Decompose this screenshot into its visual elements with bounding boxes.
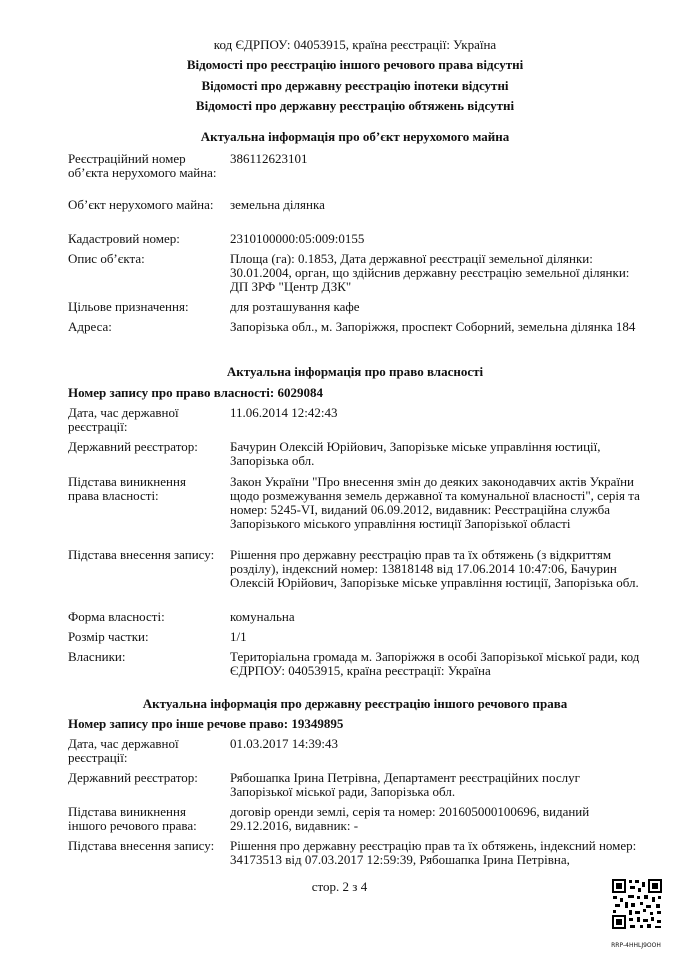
row-label: Власники: [68,649,126,664]
other-right-record-number: Номер запису про інше речове право: 19349895 [68,716,344,731]
row-value: Рябошапка Ірина Петрівна, Департамент реєстраційних послуг Запорізької міської ради, Запорізька обл. [230,770,580,799]
no-other-right-notice: Відомості про реєстрацію іншого речового права відсутні [186,57,524,72]
row-label: Державний реєстратор: [68,770,198,785]
row-value: Рішення про державну реєстрацію прав та їх обтяжень (з відкриттям розділу), індексний номер: 13818148 від 17.06.2014 10:47:06, Бачурин Олексій Юрійович, Запорізьке міське управління юстиції, Запорізька обл. [230,547,639,590]
row-value: Територіальна громада м. Запоріжжя в особі Запорізької міської ради, код ЄДРПОУ: 04053915, країна реєстрації: Україна [230,649,640,678]
row-label: Опис об’єкта: [68,251,145,266]
row-label: Підстава внесення запису: [68,547,215,562]
row-label: Реєстраційний номер об’єкта нерухомого майна: [68,151,217,180]
qr-code-icon [611,878,663,930]
row-label: Цільове призначення: [68,299,189,314]
edrpou-line: код ЄДРПОУ: 04053915, країна реєстрації: Україна [213,37,497,52]
row-label: Підстава внесення запису: [68,838,215,853]
row-value: Площа (га): 0.1853, Дата державної реєстрації земельної ділянки: 30.01.2004, орган, що здійснив державну реєстрацію земельної ділянки: ДП ЗРФ "Центр ДЗК" [230,251,630,294]
row-value: Бачурин Олексій Юрійович, Запорізьке міське управління юстиції, Запорізька обл. [230,439,601,468]
row-label: Підстава виникнення іншого речового права: [68,804,197,833]
row-label: Кадастровий номер: [68,231,180,246]
no-encumbrance-notice: Відомості про державну реєстрацію обтяжень відсутні [195,98,515,113]
row-value: Закон України "Про внесення змін до деяких законодавчих актів України щодо розмежування земель державної та комунальної власності", серія та номер: 5245-VI, виданий 06.09.2012, видавник: Реєстраційна служба Запорізького міського управління юстиції Запорізької області [230,474,640,531]
row-value: Рішення про державну реєстрацію прав та їх обтяжень, індексний номер: 34173513 від 07.03.2017 12:59:39, Рябошапка Ірина Петрівна, [230,838,637,867]
row-label: Дата, час державної реєстрації: [68,405,179,434]
row-value: 11.06.2014 12:42:43 [230,405,338,420]
row-value: 1/1 [230,629,247,644]
row-value: Запорізька обл., м. Запоріжжя, проспект Соборний, земельна ділянка 184 [230,319,636,334]
row-value: 01.03.2017 14:39:43 [230,736,338,751]
row-label: Дата, час державної реєстрації: [68,736,179,765]
row-value: 2310100000:05:009:0155 [230,231,365,246]
qr-code-caption: RRP-4HHLJ9OOH [611,942,661,949]
row-label: Об’єкт нерухомого майна: [68,197,214,212]
row-value: 386112623101 [230,151,308,166]
object-section-title: Актуальна інформація про об’єкт нерухомого майна [200,129,510,144]
row-value: договір оренди землі, серія та номер: 201605000100696, виданий 29.12.2016, видавник: - [230,804,590,833]
row-value: земельна ділянка [230,197,325,212]
row-label: Підстава виникнення права власності: [68,474,186,503]
row-label: Розмір частки: [68,629,149,644]
row-label: Державний реєстратор: [68,439,198,454]
no-mortgage-notice: Відомості про державну реєстрацію іпотеки відсутні [201,78,509,93]
row-label: Форма власності: [68,609,165,624]
page-number: стор. 2 з 4 [311,879,368,894]
other-right-section-title: Актуальна інформація про державну реєстрацію іншого речового права [142,696,568,711]
row-value: для розташування кафе [230,299,360,314]
ownership-record-number: Номер запису про право власності: 6029084 [68,385,323,400]
row-value: комунальна [230,609,295,624]
row-label: Адреса: [68,319,112,334]
ownership-section-title: Актуальна інформація про право власності [226,364,484,379]
